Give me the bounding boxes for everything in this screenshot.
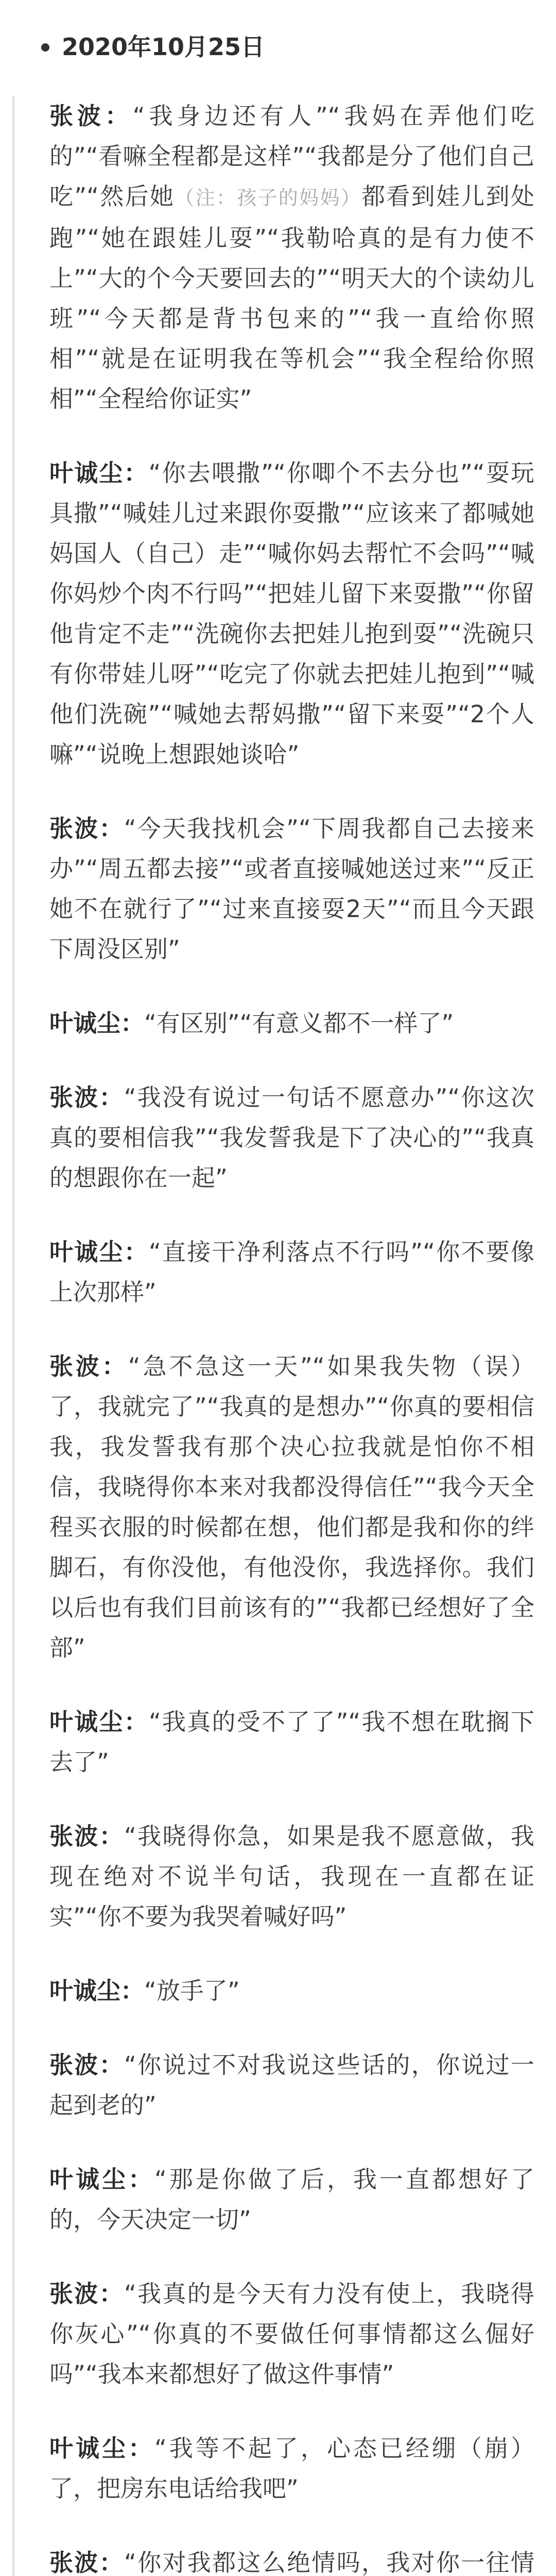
dialogue-text: “有区别”“有意义都不一样了”: [144, 1009, 454, 1037]
dialogue-text: “我没有说过一句话不愿意办”“你这次真的要相信我”“我发誓我是下了决心的”“我真的想跟你在一起”: [49, 1083, 535, 1192]
dialogue-text: “那是你做了后，我一直都想好了的，今天决定一切”: [49, 2165, 534, 2233]
dialogue-text: 都看到娃儿到处跑”“她在跟娃儿耍”“我勒哈真的是有力使不上”“大的个今天要回去的”“明天大的个读幼儿班”“今天都是背书包来的”“我一直给你照相”“就是在证明我在等机会”“我全程给你照相”“全程给你证实”: [49, 182, 534, 413]
dialogue-text: “急不急这一天”“如果我失物（误）了，我就完了”“我真的是想办”“你真的要相信我，我发誓我有那个决心拉我就是怕你不相信，我晓得你本来对我都没得信任”“我今天全程买衣服的时候都在想，他们都是我和你的绊脚石，有你没他，有他没你，我选择你。我们以后也有我们目前该有的”“我都已经想好了全部”: [49, 1352, 534, 1662]
speaker-label: 张波：: [49, 815, 124, 842]
dialogue-text: “我晓得你急，如果是我不愿意做，我现在绝对不说半句话，我现在一直都在证实”“你不要为我哭着喊好吗”: [49, 1822, 534, 1930]
dialogue-text: “直接干净利落点不行吗”“你不要像上次那样”: [49, 1238, 534, 1306]
dialogue-text: “我等不起了，心态已经绷（崩）了，把房东电话给我吧”: [49, 2434, 534, 2502]
annotation-note: （注：孩子的妈妈）: [175, 187, 362, 209]
speaker-label: 张波：: [49, 102, 133, 130]
date-text: 2020年10月25日: [62, 33, 265, 61]
speaker-label: 张波：: [49, 2549, 124, 2576]
dialogue-paragraph: [49, 96, 534, 419]
speaker-label: 叶诚尘：: [49, 2165, 155, 2193]
dialogue-text: “我真的受不了了”“我不想在耽搁下去了”: [49, 1708, 534, 1776]
speaker-label: 张波：: [49, 2280, 124, 2308]
dialogue-text: “放手了”: [144, 1977, 240, 2005]
speaker-label: 张波：: [49, 1822, 124, 1850]
speaker-label: 叶诚尘：: [49, 1977, 144, 2005]
dialogue-paragraph: [49, 1003, 534, 1043]
dialogue-paragraph: [49, 2543, 534, 2576]
speaker-label: 张波：: [49, 2051, 124, 2079]
date-heading-1: [0, 27, 556, 67]
dialogue-paragraph: [49, 1816, 534, 1937]
dialogue-paragraph: [49, 1346, 534, 1668]
speaker-label: 叶诚尘：: [49, 1708, 149, 1736]
dialogue-paragraph: [49, 1232, 534, 1312]
dialogue-text: “我真的是今天有力没有使上，我晓得你灰心”“你真的不要做任何事情都这么倔好吗”“我本来都想好了做这件事情”: [49, 2280, 534, 2388]
dialogue-paragraph: [49, 808, 534, 969]
dialogue-paragraph: [49, 2428, 534, 2509]
dialogue-paragraph: [49, 1077, 534, 1198]
dialogue-text: “你去喂撒”“你唧个不去分也”“耍玩具撒”“喊娃儿过来跟你耍撒”“应该来了都喊她妈国人（自己）走”“喊你妈去帮忙不会吗”“喊你妈炒个肉不行吗”“把娃儿留下来耍撒”“你留他肯定不走”“洗碗你去把娃儿抱到耍”“洗碗只有你带娃儿呀”“吃完了你就去把娃儿抱到”“喊他们洗碗”“喊她去帮妈撒”“留下来耍”“2个人嘛”“说晚上想跟她谈哈”: [49, 459, 535, 768]
dialogue-paragraph: [49, 1702, 534, 1782]
dialogue-paragraph: [49, 2045, 534, 2125]
dialogue-text: “今天我找机会”“下周我都自己去接来办”“周五都去接”“或者直接喊她送过来”“反正她不在就行了”“过来直接耍2天”“而且今天跟下周没区别”: [49, 815, 535, 963]
chat-record-section: [12, 96, 545, 2576]
dialogue-text: “你对我都这么绝情吗，我对你一往情: [124, 2549, 534, 2576]
dialogue-paragraph: [49, 2159, 534, 2240]
bullet-icon: [41, 43, 49, 52]
dialogue-paragraph: [49, 1971, 534, 2011]
speaker-label: 张波：: [49, 1352, 128, 1380]
dialogue-text: “你说过不对我说这些话的，你说过一起到老的”: [49, 2051, 534, 2119]
speaker-label: 张波：: [49, 1083, 124, 1111]
dialogue-paragraph: [49, 453, 534, 774]
speaker-label: 叶诚尘：: [49, 1009, 144, 1037]
dialogue-text: “我身边还有人”“我妈在弄他们吃的”“看嘛全程都是这样”“我都是分了他们自己吃”“然后她: [49, 102, 535, 210]
dialogue-paragraph: [49, 2274, 534, 2394]
speaker-label: 叶诚尘：: [49, 2434, 155, 2462]
speaker-label: 叶诚尘：: [49, 459, 149, 487]
speaker-label: 叶诚尘：: [49, 1238, 149, 1266]
